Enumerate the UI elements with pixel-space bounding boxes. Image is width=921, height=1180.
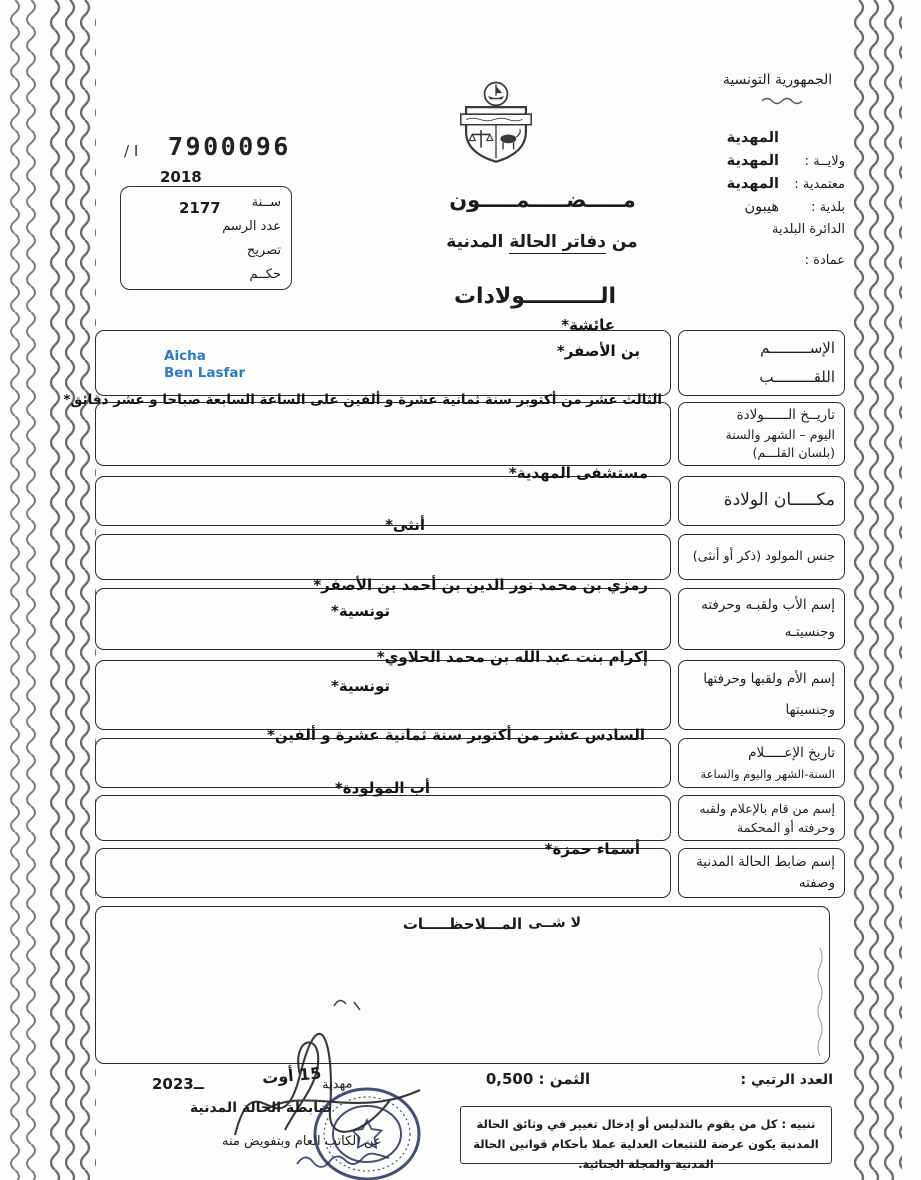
value-box-declarant xyxy=(95,779,671,841)
admin-row-office xyxy=(703,130,845,146)
admin-row-omda xyxy=(703,253,845,268)
label-father: إسم الأب ولقبـه وحرفته وجنسيتـه xyxy=(678,588,845,650)
remarks-value: لا شــى xyxy=(528,915,581,931)
registry-record-value: 2177 xyxy=(179,199,221,217)
serial-year: 2018 xyxy=(160,168,202,186)
label-declarant: إسم من قام بالإعلام ولقبه وحرفته أو المحكمة xyxy=(678,795,845,841)
delegation-value: المهدية xyxy=(726,176,779,192)
delegation-label: معتمدية : xyxy=(794,177,845,192)
guilloche-border-left-inner xyxy=(50,0,96,1180)
label-birth-place: مكـــــان الولادة xyxy=(678,476,845,526)
registry-reference-box xyxy=(120,186,292,290)
latin-name xyxy=(164,348,245,382)
stray-pen-mark xyxy=(330,992,366,1012)
registry-declaration-label: تصريح xyxy=(246,242,281,258)
value-box-mother xyxy=(95,648,671,730)
serial-number: 7900096 xyxy=(168,132,291,161)
typed-sex: أنثى* xyxy=(385,516,425,534)
official-round-stamp xyxy=(308,1082,426,1180)
typed-officer-name: أسماء حمزة* xyxy=(544,840,640,858)
wilaya-label: ولايــة : xyxy=(804,154,845,169)
typed-mother-name: إكرام بنت عبد الله بن محمد الحلاوي* xyxy=(376,648,648,666)
value-box-birth-date xyxy=(63,392,671,466)
label-officer: إسم ضابط الحالة المدنية وصفته xyxy=(678,848,845,898)
guilloche-border-left-outer xyxy=(10,0,42,1180)
typed-birth-datetime: الثالث عشر من أكتوبر سنة ثمانية عشرة و ألفين على الساعة السابعة صباحا و عشر دقائق* xyxy=(63,392,662,408)
typed-mother-nationality: تونسية* xyxy=(331,677,390,695)
serial-prefix: I / xyxy=(124,142,139,160)
handwritten-place: مهدية xyxy=(321,1076,353,1093)
admin-row-municipality xyxy=(703,199,845,215)
label-birth-date: تاريــخ الــــــولادة اليوم – الشهر والسنة (بلسان القلـــم) xyxy=(678,402,845,466)
latin-last-name: Ben Lasfar xyxy=(164,364,246,381)
admin-row-district xyxy=(703,222,845,237)
administrative-block xyxy=(703,130,845,268)
value-box-birth-place xyxy=(95,464,671,526)
label-sex: جنس المولود (ذكر أو أنثى) xyxy=(678,534,845,580)
omda-label: عمادة : xyxy=(804,253,845,268)
label-mother: إسم الأم ولقبها وحرفتها وجنسيتها xyxy=(678,660,845,730)
value-box-sex xyxy=(95,516,671,580)
office-name: المهدية xyxy=(726,130,779,146)
typed-declarant: أب المولودة* xyxy=(334,779,430,797)
republic-title: الجمهورية التونسية xyxy=(722,72,833,88)
typed-father-nationality: تونسية* xyxy=(331,602,390,620)
registry-record-label: عدد الرسم xyxy=(222,218,281,234)
ornament-divider xyxy=(762,96,802,106)
remarks-label: المـــلاحظـــــات xyxy=(402,915,523,933)
officer-signature-caption: ضابطة الحالة المدنية xyxy=(190,1100,333,1116)
wilaya-value: المهدية xyxy=(726,153,779,169)
price-value: 0,500 xyxy=(485,1070,534,1088)
price-label: الثمن : xyxy=(538,1070,591,1088)
value-box-father xyxy=(95,576,671,650)
label-declaration-date: تاريخ الإعـــــلام السنة-الشهر واليوم والساعة xyxy=(678,738,845,788)
fraud-warning-notice: تنبيه : كل من يقوم بالتدليس أو إدخال تغيير في وثائق الحالة المدنية يكون عرضة للتتبعات العدلية عملا بأحكام قوانين الحالة المدنية والمجلة الجنائية. xyxy=(460,1106,832,1164)
municipality-value: هيبون xyxy=(744,199,779,215)
value-box-name xyxy=(95,316,671,396)
date-stamp: 15 أوت xyxy=(261,1063,323,1088)
typed-birth-place: مستشفى المهدية* xyxy=(508,464,648,482)
typed-surname: بن الأصفر* xyxy=(556,342,640,360)
municipality-label: بلدية : xyxy=(811,200,845,215)
typed-declaration-date: السادس عشر من أكتوبر سنة ثمانية عشرة و ألفين* xyxy=(266,726,645,744)
delegation-caption: عن الكاتب العام وبتفويض منه xyxy=(222,1134,382,1149)
document-title: مـــــضـــــمـــــون xyxy=(449,188,636,212)
typed-father-name: رمزي بن محمد نور الدين بن أحمد بن الأصفر* xyxy=(313,576,648,594)
registry-judgment-label: حكــم xyxy=(249,266,281,282)
latin-first-name: Aicha xyxy=(164,348,206,364)
admin-row-delegation xyxy=(703,176,845,192)
tunisia-emblem-icon xyxy=(452,80,540,166)
document-subtitle: من دفاتر الحالة المدنية xyxy=(446,232,638,252)
value-box-officer xyxy=(95,840,671,898)
guilloche-border-right xyxy=(854,0,902,1180)
vertical-microprint xyxy=(814,948,826,1058)
registry-year-label: ســنة xyxy=(251,194,281,210)
handwritten-year: ــ2023 xyxy=(152,1075,205,1093)
admin-row-wilaya xyxy=(703,153,845,169)
label-name-surname: الإســـــــــم اللقـــــــــب xyxy=(678,330,845,396)
order-number-label: العدد الرتبي : xyxy=(740,1072,833,1088)
births-title: الــــــــــولادات xyxy=(453,284,617,309)
district-label: الدائرة البلدية xyxy=(772,222,845,237)
price xyxy=(468,1070,608,1088)
typed-first-name: عائشة* xyxy=(561,316,615,334)
